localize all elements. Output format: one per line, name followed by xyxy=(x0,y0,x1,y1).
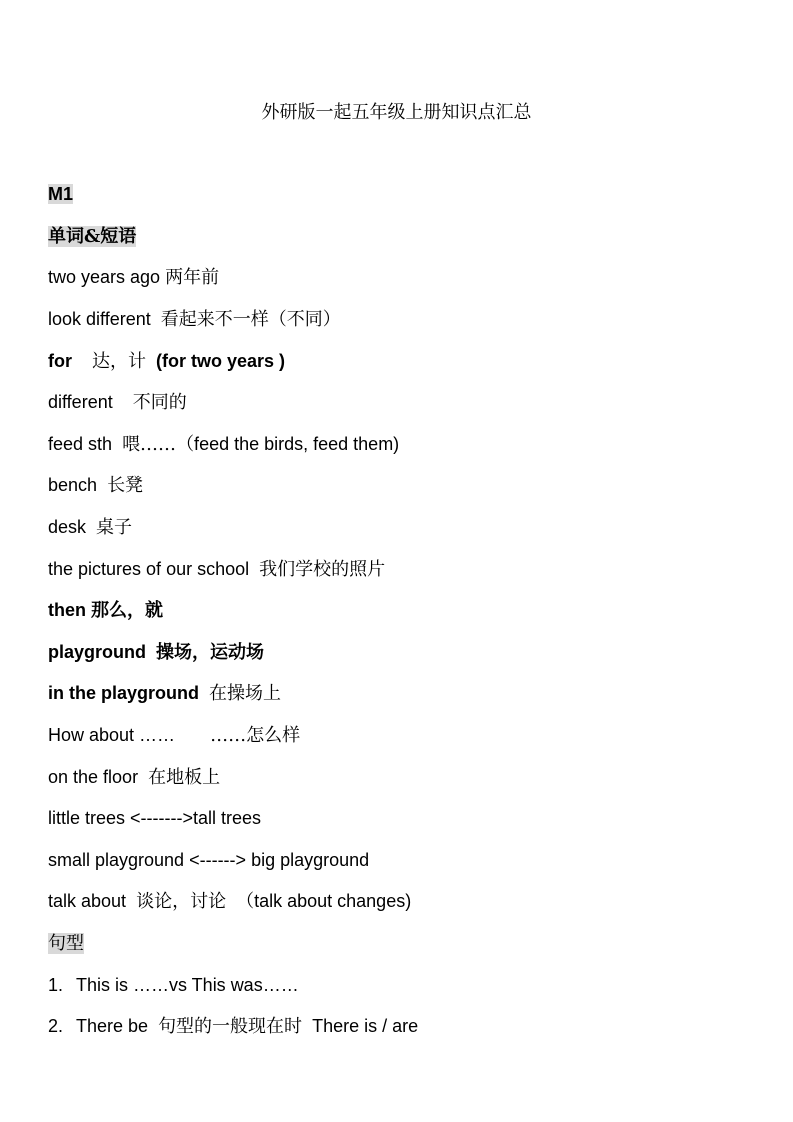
vocab-zh: 在地板上 xyxy=(148,767,221,788)
vocab-en: talk about xyxy=(48,891,127,911)
vocab-zh: 两年前 xyxy=(165,267,220,288)
sentence-item xyxy=(48,973,299,997)
vocab-item xyxy=(48,515,132,540)
sentence-number: 2. xyxy=(48,1016,64,1036)
sentence-number: 1. xyxy=(48,975,64,995)
vocab-en: look different xyxy=(48,309,151,329)
vocab-heading xyxy=(48,224,136,249)
vocab-item xyxy=(48,889,411,914)
vocab-en: for xyxy=(48,351,72,371)
vocab-zh: 在操场上 xyxy=(209,683,282,704)
module-heading xyxy=(48,182,73,206)
sentence-en: There be xyxy=(76,1016,149,1036)
vocab-zh: ……怎么样 xyxy=(210,725,301,746)
vocab-en: the pictures of our school xyxy=(48,559,250,579)
vocab-item xyxy=(48,848,369,872)
vocab-item xyxy=(48,390,187,415)
vocab-item xyxy=(48,681,281,706)
vocab-en: then xyxy=(48,600,86,620)
vocab-en: How about …… xyxy=(48,725,176,745)
vocab-en: small playground <------> big playground xyxy=(48,850,370,870)
vocab-item xyxy=(48,557,385,582)
vocab-en: little trees <------->tall trees xyxy=(48,808,262,828)
vocab-item xyxy=(48,307,341,332)
vocab-item xyxy=(48,473,143,498)
vocab-item xyxy=(48,723,300,748)
sentence-heading-label: 句型 xyxy=(48,933,84,954)
module-label: M1 xyxy=(48,184,74,204)
sentence-zh: 句型的一般现在时 xyxy=(158,1016,303,1037)
document-title: 外研版一起五年级上册知识点汇总 xyxy=(261,102,532,123)
sentence-heading xyxy=(48,931,84,956)
vocab-en: two years ago xyxy=(48,267,161,287)
vocab-zh: 长凳 xyxy=(107,475,144,496)
vocab-en: bench xyxy=(48,475,98,495)
vocab-item xyxy=(48,765,220,790)
vocab-en: on the floor xyxy=(48,767,139,787)
vocab-item xyxy=(48,349,285,374)
vocab-en: different xyxy=(48,392,113,412)
vocab-extra: （talk about changes) xyxy=(236,891,412,911)
vocab-en: desk xyxy=(48,517,87,537)
vocab-zh: 我们学校的照片 xyxy=(259,559,386,580)
sentence-item xyxy=(48,1014,418,1039)
vocab-item xyxy=(48,432,399,457)
vocab-item xyxy=(48,640,264,665)
vocab-zh: 达，计 xyxy=(92,351,147,372)
vocab-zh: 那么，就 xyxy=(91,600,164,621)
vocab-zh: 操场，运动场 xyxy=(156,642,265,663)
vocab-en: in the playground xyxy=(48,683,199,703)
vocab-extra: (for two years ) xyxy=(156,351,286,371)
vocab-zh: 谈论，讨论 xyxy=(136,891,227,912)
vocab-zh: 不同的 xyxy=(132,392,187,413)
vocab-en: feed sth xyxy=(48,434,113,454)
vocab-extra: （feed the birds, feed them) xyxy=(176,434,400,454)
vocab-en: playground xyxy=(48,642,146,662)
vocab-heading-label: 单词&短语 xyxy=(48,226,137,247)
sentence-extra: There is / are xyxy=(312,1016,419,1036)
sentence-text: This is ……vs This was…… xyxy=(76,975,299,995)
vocab-item xyxy=(48,598,163,623)
vocab-zh: 桌子 xyxy=(96,517,133,538)
vocab-zh: 喂…… xyxy=(122,434,177,455)
vocab-item xyxy=(48,265,219,290)
vocab-zh: 看起来不一样（不同） xyxy=(160,309,341,330)
vocab-item xyxy=(48,806,261,830)
